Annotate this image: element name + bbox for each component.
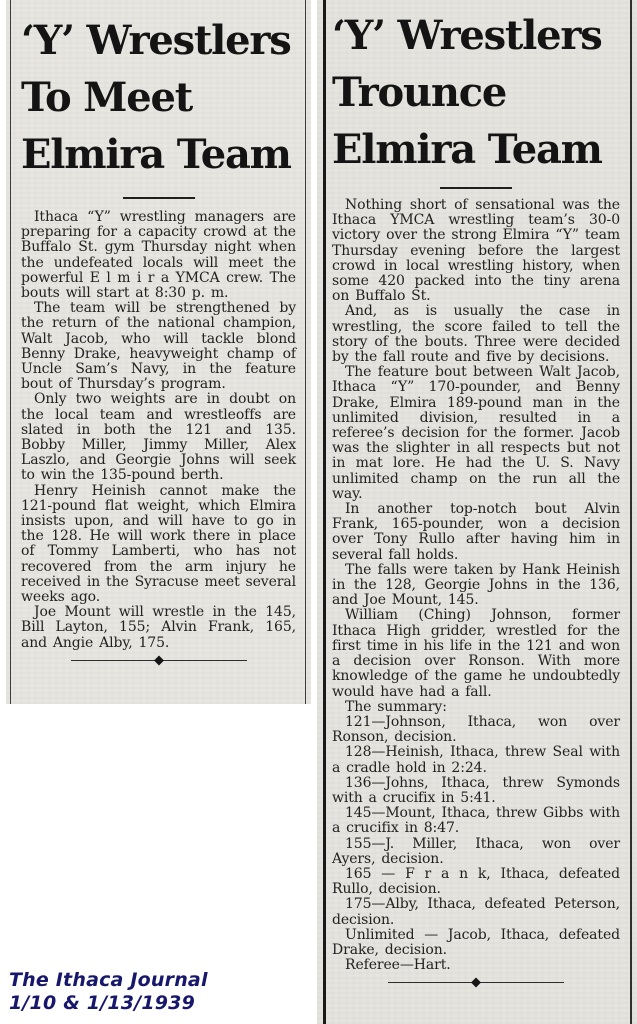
article-paragraph: Only two weights are in doubt on the local team and wrestleoffs are slated in both the 121 and 135. Bobby Miller, Jimmy Miller, Alex Laszlo, and Georgie Johns will seek to win the 135-pound berth. <box>21 391 296 484</box>
article-paragraph: Joe Mount will wrestle in the 145, Bill Layton, 155; Alvin Frank, 165, and Angie Alby, 175. <box>21 604 296 651</box>
right-article-headline <box>332 7 620 178</box>
summary-line-175: 175—Alby, Ithaca, defeated Peterson, decision. <box>332 896 620 928</box>
article-paragraph: Nothing short of sensational was the Ithaca YMCA wrestling team’s 30-0 victory over the strong Elmira “Y” team Thursday evening before the largest crowd in local wrestling history, when some 420 packed into the tiny arena on Buffalo St. <box>332 197 620 305</box>
diamond-ornament-icon <box>154 655 164 665</box>
headline-line: Elmira Team <box>21 131 291 178</box>
article-paragraph: The falls were taken by Hank Heinish in the 128, Georgie Johns in the 136, and Joe Mount, 145. <box>332 561 620 609</box>
diamond-ornament-icon <box>471 978 481 988</box>
left-clipping-content <box>6 0 311 704</box>
caption-source-dates: 1/10 & 1/13/1939 <box>9 992 196 1014</box>
left-article-headline <box>21 12 296 183</box>
headline-divider-rule <box>123 197 195 199</box>
article-paragraph: The team will be strengthened by the return of the national champion, Walt Jacob, who will tackle blond Benny Drake, heavyweight champ of Uncle Sam’s Navy, in the feature bout of Thursday’s program. <box>21 300 296 393</box>
summary-line-136: 136—Johns, Ithaca, threw Symonds with a crucifix in 5:41. <box>332 774 620 806</box>
article-paragraph: William (Ching) Johnson, former Ithaca High gridder, wrestled for the first time in his life in the 121 and won a decision over Ronson. With more knowledge of the game he undoubtedly would have had a fall. <box>332 607 620 700</box>
headline-divider-rule <box>440 187 512 189</box>
article-paragraph: In another top-notch bout Alvin Frank, 165-pounder, won a decision over Tony Rullo after having him in several fall holds. <box>332 501 620 563</box>
article-paragraph: Ithaca “Y” wrestling managers are preparing for a capacity crowd at the Buffalo St. gym Thursday night when the undefeated locals will meet the powerful E l m i r a YMCA crew. The bouts will start at 8:30 p. m. <box>21 209 296 302</box>
article-paragraph: Henry Heinish cannot make the 121-pound flat weight, which Elmira insists upon, and will have to go in the 128. He will work there in place of Tommy Lamberti, who has not recovered from the arm injury he received in the Syracuse meet several weeks ago. <box>21 482 296 606</box>
summary-line-referee: Referee—Hart. <box>345 957 451 974</box>
headline-line: ‘Y’ Wrestlers <box>21 17 291 64</box>
summary-line-145: 145—Mount, Ithaca, threw Gibbs with a crucifix in 8:47. <box>332 805 620 837</box>
summary-line-121: 121—Johnson, Ithaca, won over Ronson, decision. <box>332 713 620 746</box>
headline-line: Elmira Team <box>332 126 602 173</box>
article-paragraph: And, as is usually the case in wrestling, the score failed to tell the story of the bouts. Three were decided by the fall route and five by decisions. <box>332 303 620 366</box>
article-end-rule <box>71 660 247 661</box>
newspaper-clipping-right <box>317 0 637 1024</box>
summary-line-unlimited: Unlimited — Jacob, Ithaca, defeated Drake, decision. <box>332 926 620 958</box>
headline-line: Trounce <box>332 69 507 116</box>
article-end-rule <box>388 982 564 983</box>
newspaper-clipping-left <box>6 0 311 704</box>
summary-line-128: 128—Heinish, Ithaca, threw Seal with a cradle hold in 2:24. <box>332 744 620 776</box>
summary-heading: The summary: <box>345 698 447 715</box>
right-clipping-content <box>317 0 637 1024</box>
headline-line: To Meet <box>21 74 193 121</box>
article-paragraph: The feature bout between Walt Jacob, Ithaca “Y” 170-pounder, and Benny Drake, Elmira 189-pound man in the unlimited division, resulted in a referee’s decision for the former. Jacob was the slighter in all respects but not in mat lore. He had the U. S. Navy unlimited champ on the run all the way. <box>332 364 620 502</box>
summary-line-165: 165 — F r a n k, Ithaca, defeated Rullo, decision. <box>332 865 620 898</box>
headline-line: ‘Y’ Wrestlers <box>332 12 602 59</box>
caption-source-title: The Ithaca Journal <box>9 969 208 991</box>
summary-line-155: 155—J. Miller, Ithaca, won over Ayers, decision. <box>332 835 620 867</box>
source-caption <box>9 969 208 1015</box>
